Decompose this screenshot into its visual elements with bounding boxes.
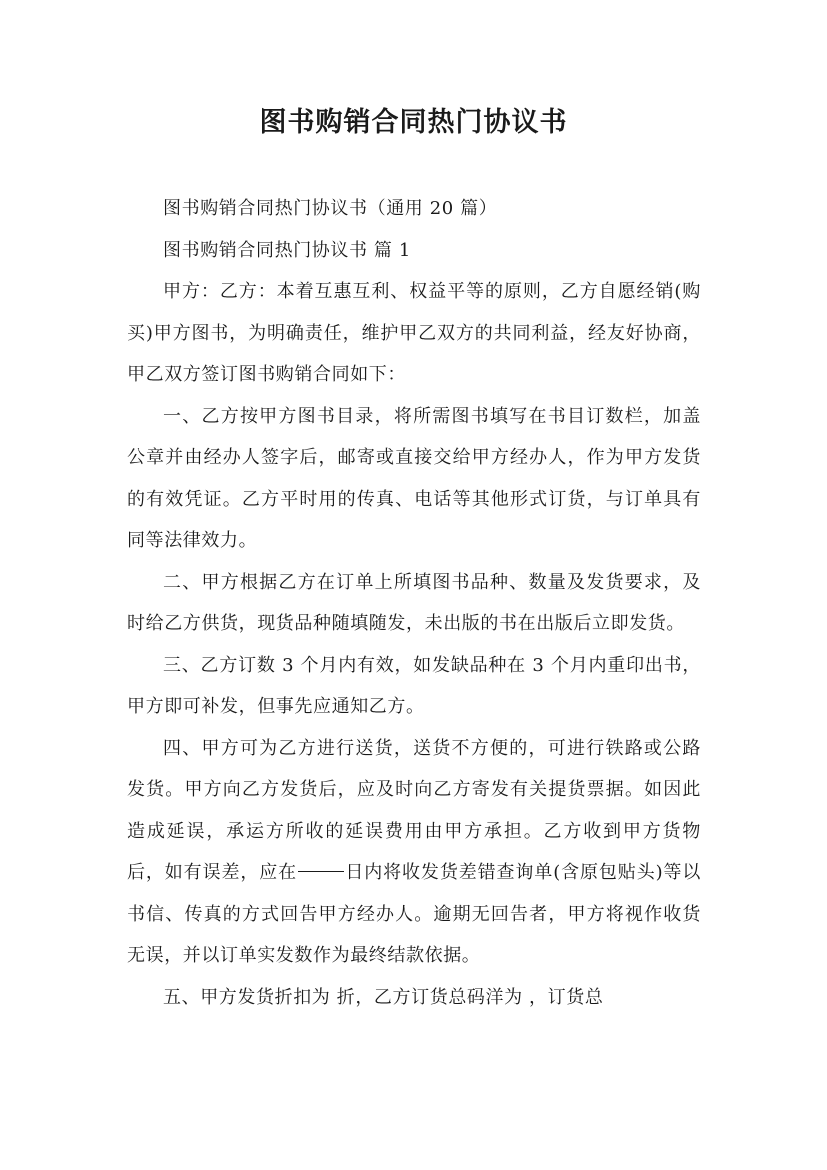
clause-4-text-after-blank: 日内将收发货差错查询单(含原包贴头)等以书信、传真的方式回告甲方经办人。逾期无回告者，甲方将视作收货无误，并以订单实发数作为最终结款依据。 <box>127 862 701 966</box>
fill-in-blank-days <box>298 870 344 872</box>
paragraph-clause-1: 一、乙方按甲方图书目录，将所需图书填写在书目订数栏，加盖公章并由经办人签字后，邮寄或直接交给甲方经办人，作为甲方发货的有效凭证。乙方平时用的传真、电话等其他形式订货，与订单具有同等法律效力。 <box>127 405 701 551</box>
document-subtitle: 图书购销合同热门协议书（通用 20 篇） <box>163 198 498 219</box>
paragraph-parties: 甲方：乙方：本着互惠互利、权益平等的原则，乙方自愿经销(购买)甲方图书，为明确责任，维护甲乙双方的共同利益，经友好协商，甲乙双方签订图书购销合同如下： <box>127 281 701 385</box>
paragraph-clause-5: 五、甲方发货折扣为 折，乙方订货总码洋为 ，订货总 <box>163 986 604 1008</box>
section-heading: 图书购销合同热门协议书 篇 1 <box>163 239 411 261</box>
clause-4-text-before-blank: 四、甲方可为乙方进行送货，送货不方便的，可进行铁路或公路发货。甲方向乙方发货后，应及时向乙方寄发有关提货票据。如因此造成延误，承运方所收的延误费用由甲方承担。乙方收到甲方货物后，如有误差，应在 <box>127 737 701 883</box>
paragraph-clause-4 <box>127 728 701 977</box>
document-body <box>127 188 701 1018</box>
paragraph-clause-3: 三、乙方订数 3 个月内有效，如发缺品种在 3 个月内重印出书，甲方即可补发，但事先应通知乙方。 <box>127 654 701 717</box>
document-title: 图书购销合同热门协议书 <box>259 107 568 138</box>
paragraph-clause-2: 二、甲方根据乙方在订单上所填图书品种、数量及发货要求，及时给乙方供货，现货品种随填随发，未出版的书在出版后立即发货。 <box>127 571 701 634</box>
